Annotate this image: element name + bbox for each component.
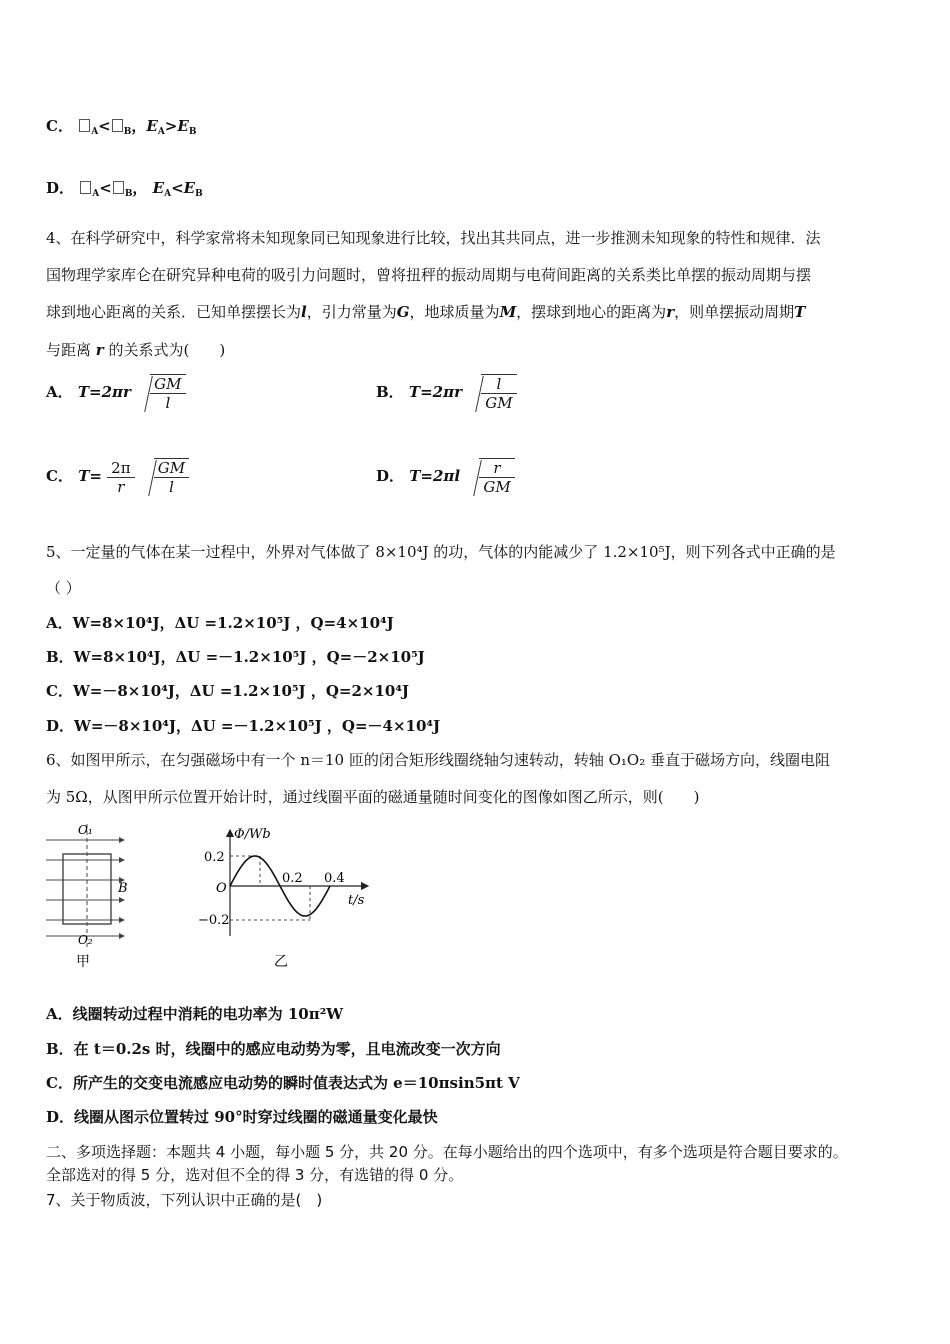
q4-stem-line4: 与距离 r 的关系式为( ) <box>46 341 226 359</box>
fig-yi-ytick-pos: 0.2 <box>204 850 225 865</box>
fig-yi-caption: 乙 <box>274 954 288 970</box>
fig-jia-b-label: B <box>118 881 128 896</box>
q5-option-b[interactable]: B．W=8×10⁴J，ΔU =－1.2×10⁵J ，Q=－2×10⁵J <box>46 648 425 666</box>
q3-option-d-label: D． <box>46 179 75 197</box>
figure-yi <box>196 824 378 974</box>
missing-glyph-icon <box>79 119 90 132</box>
q4-option-b[interactable]: B． T=2πr $\frac{l}{GM}$ <box>376 374 517 412</box>
fig-jia-o1-label: O₁ <box>78 823 93 837</box>
q6-option-d[interactable]: D．线圈从图示位置转过 90°时穿过线圈的磁通量变化最快 <box>46 1108 438 1126</box>
q4-stem-line3: 球到地心距离的关系．已知单摆摆长为l，引力常量为G，地球质量为M，摆球到地心的距离为r，则单摆振动周期T <box>46 303 806 321</box>
q6-stem-line2: 为 5Ω，从图甲所示位置开始计时，通过线圈平面的磁通量随时间变化的图像如图乙所示，则( ) <box>46 788 700 806</box>
fig-yi-xtick-1: 0.2 <box>282 871 303 886</box>
q5-stem-line1: 5、一定量的气体在某一过程中，外界对气体做了 8×10⁴J 的功，气体的内能减少了 1.2×10⁵J，则下列各式中正确的是 <box>46 543 836 561</box>
q4-option-c[interactable]: C． T= $\frac{2\pi}{r}$ $\frac{GM}{l}$ <box>46 458 189 496</box>
q4-stem-line2: 国物理学家库仑在研究异种电荷的吸引力问题时，曾将扭秤的振动周期与电荷间距离的关系类比单摆的振动周期与摆 <box>46 266 812 284</box>
fig-jia-caption: 甲 <box>76 954 90 970</box>
q4-stem-line1: 4、在科学研究中，科学家常将未知现象同已知现象进行比较，找出其共同点，进一步推测未知现象的特性和规律．法 <box>46 229 821 247</box>
missing-glyph-icon <box>80 181 91 194</box>
q6-option-b[interactable]: B．在 t＝0.2s 时，线圈中的感应电动势为零，且电流改变一次方向 <box>46 1040 501 1058</box>
q4-option-a[interactable]: A． T=2πr $\frac{GM}{l}$ <box>46 374 186 412</box>
q3-option-c-label: C． <box>46 117 73 135</box>
q6-stem-line1: 6、如图甲所示，在匀强磁场中有一个 n＝10 匝的闭合矩形线圈绕轴匀速转动，转轴 O₁O₂ 垂直于磁场方向，线圈电阻 <box>46 751 830 769</box>
fig-yi-origin: O <box>216 881 227 896</box>
missing-glyph-icon <box>112 119 123 132</box>
figure-jia <box>44 818 134 974</box>
fig-yi-ylabel: Φ/Wb <box>234 827 271 842</box>
q3-option-c[interactable]: C． $_A$< $_B$，$E_A>E_B$ <box>46 117 197 137</box>
q7-stem: 7、关于物质波，下列认识中正确的是( ) <box>46 1191 323 1209</box>
q5-option-a[interactable]: A．W=8×10⁴J，ΔU =1.2×10⁵J ，Q=4×10⁴J <box>46 614 394 632</box>
q3-option-d[interactable]: D． $_A$< $_B$， $E_A<E_B$ <box>46 179 203 199</box>
q6-option-c[interactable]: C．所产生的交变电流感应电动势的瞬时值表达式为 e＝10πsin5πt V <box>46 1074 520 1092</box>
fig-jia-o2-label: O₂ <box>78 933 93 947</box>
fig-yi-xtick-2: 0.4 <box>324 871 345 886</box>
section2-instructions-line1: 二、多项选择题：本题共 4 小题，每小题 5 分，共 20 分。在每小题给出的四个选项中，有多个选项是符合题目要求的。 <box>46 1143 848 1161</box>
q6-option-a[interactable]: A．线圈转动过程中消耗的电功率为 10π²W <box>46 1005 344 1023</box>
fig-yi-ytick-neg: −0.2 <box>198 913 230 928</box>
q5-option-c[interactable]: C．W=－8×10⁴J，ΔU =1.2×10⁵J ，Q=2×10⁴J <box>46 682 410 700</box>
q4-option-d[interactable]: D． T=2πl $\frac{r}{GM}$ <box>376 458 515 496</box>
q5-option-d[interactable]: D．W=－8×10⁴J，ΔU =－1.2×10⁵J ，Q=－4×10⁴J <box>46 717 441 735</box>
missing-glyph-icon <box>113 181 124 194</box>
fig-yi-xlabel: t/s <box>348 893 365 908</box>
q5-stem-line2: （ ） <box>46 579 81 597</box>
section2-instructions-line2: 全部选对的得 5 分，选对但不全的得 3 分，有选错的得 0 分。 <box>46 1166 464 1184</box>
